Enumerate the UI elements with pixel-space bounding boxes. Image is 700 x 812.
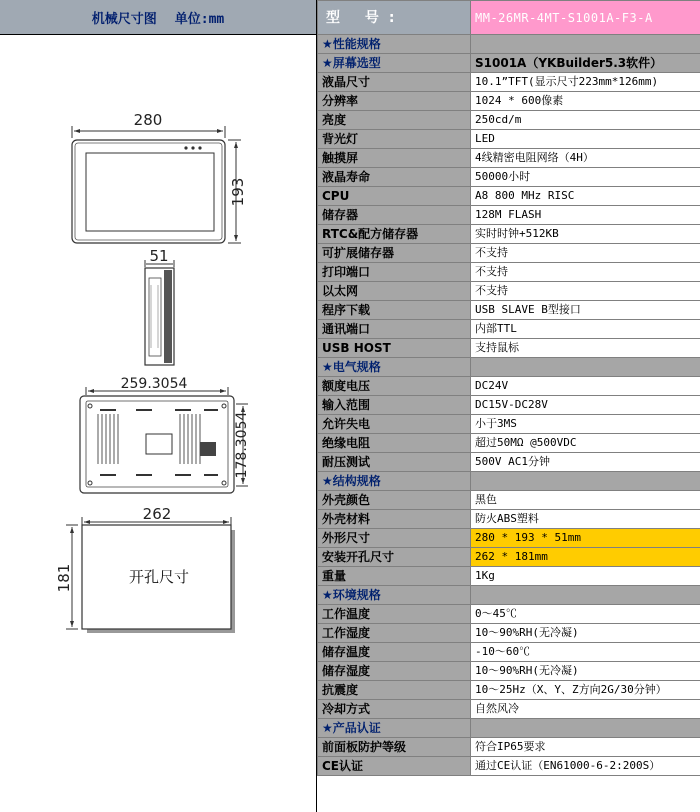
spec-table-body bbox=[318, 1, 700, 776]
section-row bbox=[318, 35, 700, 54]
spec-label: USB HOST bbox=[318, 339, 471, 358]
spec-label: 以太网 bbox=[318, 282, 471, 301]
spec-value: 10.1”TFT(显示尺寸223mm*126mm) bbox=[471, 73, 700, 92]
spec-row bbox=[318, 662, 700, 681]
front-width-label: 280 bbox=[133, 111, 163, 129]
spec-label: RTC&配方储存器 bbox=[318, 225, 471, 244]
spec-value: 不支持 bbox=[471, 263, 700, 282]
spec-value: 500V AC1分钟 bbox=[471, 453, 700, 472]
spec-row bbox=[318, 605, 700, 624]
spec-value: 0～45℃ bbox=[471, 605, 700, 624]
spec-label: 背光灯 bbox=[318, 130, 471, 149]
spec-label: 液晶尺寸 bbox=[318, 73, 471, 92]
spec-row bbox=[318, 225, 700, 244]
spec-label: ★电气规格 bbox=[318, 358, 471, 377]
spec-value: 实时时钟+512KB bbox=[471, 225, 700, 244]
spec-row bbox=[318, 567, 700, 586]
spec-label: ★环境规格 bbox=[318, 586, 471, 605]
spec-value: 内部TTL bbox=[471, 320, 700, 339]
spec-value: A8 800 MHz RISC bbox=[471, 187, 700, 206]
spec-row bbox=[318, 111, 700, 130]
spec-row bbox=[318, 738, 700, 757]
spec-row bbox=[318, 396, 700, 415]
spec-row bbox=[318, 510, 700, 529]
drawing-panel bbox=[0, 0, 317, 812]
spec-label: 液晶寿命 bbox=[318, 168, 471, 187]
spec-label: 触摸屏 bbox=[318, 149, 471, 168]
drawing-header bbox=[0, 0, 316, 35]
section-row bbox=[318, 719, 700, 738]
spec-label: 储存温度 bbox=[318, 643, 471, 662]
spec-value: 10～90%RH(无冷凝) bbox=[471, 662, 700, 681]
spec-value: 支持鼠标 bbox=[471, 339, 700, 358]
spec-value: MM-26MR-4MT-S1001A-F3-A bbox=[471, 1, 700, 35]
spec-row bbox=[318, 73, 700, 92]
spec-row bbox=[318, 624, 700, 643]
spec-value: USB SLAVE B型接口 bbox=[471, 301, 700, 320]
spec-label: 输入范围 bbox=[318, 396, 471, 415]
spec-label: 允许失电 bbox=[318, 415, 471, 434]
spec-table bbox=[317, 0, 700, 776]
spec-label: 外壳颜色 bbox=[318, 491, 471, 510]
spec-label: 储存湿度 bbox=[318, 662, 471, 681]
spec-label: CE认证 bbox=[318, 757, 471, 776]
spec-value: DC24V bbox=[471, 377, 700, 396]
model-row bbox=[318, 1, 700, 35]
back-height-label: 178.3054 bbox=[234, 411, 250, 479]
spec-label: 外壳材料 bbox=[318, 510, 471, 529]
spec-row bbox=[318, 263, 700, 282]
spec-row bbox=[318, 244, 700, 263]
spec-value: 防火ABS塑料 bbox=[471, 510, 700, 529]
spec-label: 冷却方式 bbox=[318, 700, 471, 719]
spec-value: 10～25Hz（X、Y、Z方向2G/30分钟） bbox=[471, 681, 700, 700]
spec-value: 10～90%RH(无冷凝) bbox=[471, 624, 700, 643]
spec-value: 128M FLASH bbox=[471, 206, 700, 225]
spec-row bbox=[318, 700, 700, 719]
spec-label: 通讯端口 bbox=[318, 320, 471, 339]
spec-label: ★性能规格 bbox=[318, 35, 471, 54]
back-width-label: 259.3054 bbox=[120, 376, 188, 392]
spec-label: 可扩展储存器 bbox=[318, 244, 471, 263]
spec-label: 外形尺寸 bbox=[318, 529, 471, 548]
drawing-title: 机械尺寸图 bbox=[91, 11, 157, 27]
spec-label: 额度电压 bbox=[318, 377, 471, 396]
spec-value: LED bbox=[471, 130, 700, 149]
spec-label: 绝缘电阻 bbox=[318, 434, 471, 453]
spec-label: 安装开孔尺寸 bbox=[318, 548, 471, 567]
spec-value: S1001A（YKBuilder5.3软件） bbox=[471, 54, 700, 73]
spec-row bbox=[318, 149, 700, 168]
spec-label: ★结构规格 bbox=[318, 472, 471, 491]
spec-row bbox=[318, 92, 700, 111]
spec-value: 黑色 bbox=[471, 491, 700, 510]
spec-value: 通过CE认证（EN61000-6-2:200S） bbox=[471, 757, 700, 776]
spec-value bbox=[471, 719, 700, 738]
spec-label: 重量 bbox=[318, 567, 471, 586]
spec-label: 分辨率 bbox=[318, 92, 471, 111]
spec-label: 型 号: bbox=[318, 1, 471, 35]
spec-row bbox=[318, 434, 700, 453]
section-row bbox=[318, 586, 700, 605]
spec-value bbox=[471, 358, 700, 377]
side-depth-label: 51 bbox=[149, 247, 169, 265]
spec-value: 50000小时 bbox=[471, 168, 700, 187]
spec-label: 打印端口 bbox=[318, 263, 471, 282]
spec-value: 小于3MS bbox=[471, 415, 700, 434]
front-view bbox=[72, 111, 247, 243]
spec-row bbox=[318, 757, 700, 776]
spec-row bbox=[318, 168, 700, 187]
spec-label: ★屏幕选型 bbox=[318, 54, 471, 73]
spec-row bbox=[318, 453, 700, 472]
spec-value: 4线精密电阻网络（4H） bbox=[471, 149, 700, 168]
spec-label: 亮度 bbox=[318, 111, 471, 130]
spec-row bbox=[318, 339, 700, 358]
spec-value: 超过50MΩ @500VDC bbox=[471, 434, 700, 453]
spec-value bbox=[471, 35, 700, 54]
spec-label: 耐压测试 bbox=[318, 453, 471, 472]
front-height-label: 193 bbox=[229, 177, 247, 207]
cutout-width-label: 262 bbox=[142, 505, 172, 523]
spec-value: 不支持 bbox=[471, 282, 700, 301]
spec-label: 抗震度 bbox=[318, 681, 471, 700]
spec-row bbox=[318, 282, 700, 301]
spec-value: 符合IP65要求 bbox=[471, 738, 700, 757]
spec-value: 250cd/m bbox=[471, 111, 700, 130]
side-view bbox=[145, 247, 174, 365]
drawing-unit: 单位:mm bbox=[174, 11, 225, 27]
section-row bbox=[318, 54, 700, 73]
mechanical-drawings bbox=[0, 34, 316, 812]
spec-value: 自然风冷 bbox=[471, 700, 700, 719]
spec-row bbox=[318, 529, 700, 548]
spec-value bbox=[471, 586, 700, 605]
spec-row bbox=[318, 415, 700, 434]
spec-row bbox=[318, 301, 700, 320]
spec-label: 程序下载 bbox=[318, 301, 471, 320]
cutout-view bbox=[55, 505, 235, 633]
back-view bbox=[80, 376, 250, 493]
spec-value: 不支持 bbox=[471, 244, 700, 263]
spec-value: 1Kg bbox=[471, 567, 700, 586]
spec-row bbox=[318, 491, 700, 510]
spec-row bbox=[318, 130, 700, 149]
spec-label: ★产品认证 bbox=[318, 719, 471, 738]
section-row bbox=[318, 358, 700, 377]
spec-value: 262 * 181mm bbox=[471, 548, 700, 567]
spec-value: 1024 * 600像素 bbox=[471, 92, 700, 111]
spec-row bbox=[318, 548, 700, 567]
spec-row bbox=[318, 320, 700, 339]
cutout-center-text: 开孔尺寸 bbox=[128, 568, 190, 586]
spec-label: 前面板防护等级 bbox=[318, 738, 471, 757]
spec-value: -10～60℃ bbox=[471, 643, 700, 662]
spec-label: CPU bbox=[318, 187, 471, 206]
spec-row bbox=[318, 643, 700, 662]
spec-value bbox=[471, 472, 700, 491]
spec-value: 280 * 193 * 51mm bbox=[471, 529, 700, 548]
spec-row bbox=[318, 681, 700, 700]
spec-label: 储存器 bbox=[318, 206, 471, 225]
spec-value: DC15V-DC28V bbox=[471, 396, 700, 415]
spec-row bbox=[318, 377, 700, 396]
cutout-height-label: 181 bbox=[55, 563, 73, 593]
spec-row bbox=[318, 187, 700, 206]
spec-label: 工作湿度 bbox=[318, 624, 471, 643]
spec-row bbox=[318, 206, 700, 225]
spec-label: 工作温度 bbox=[318, 605, 471, 624]
section-row bbox=[318, 472, 700, 491]
